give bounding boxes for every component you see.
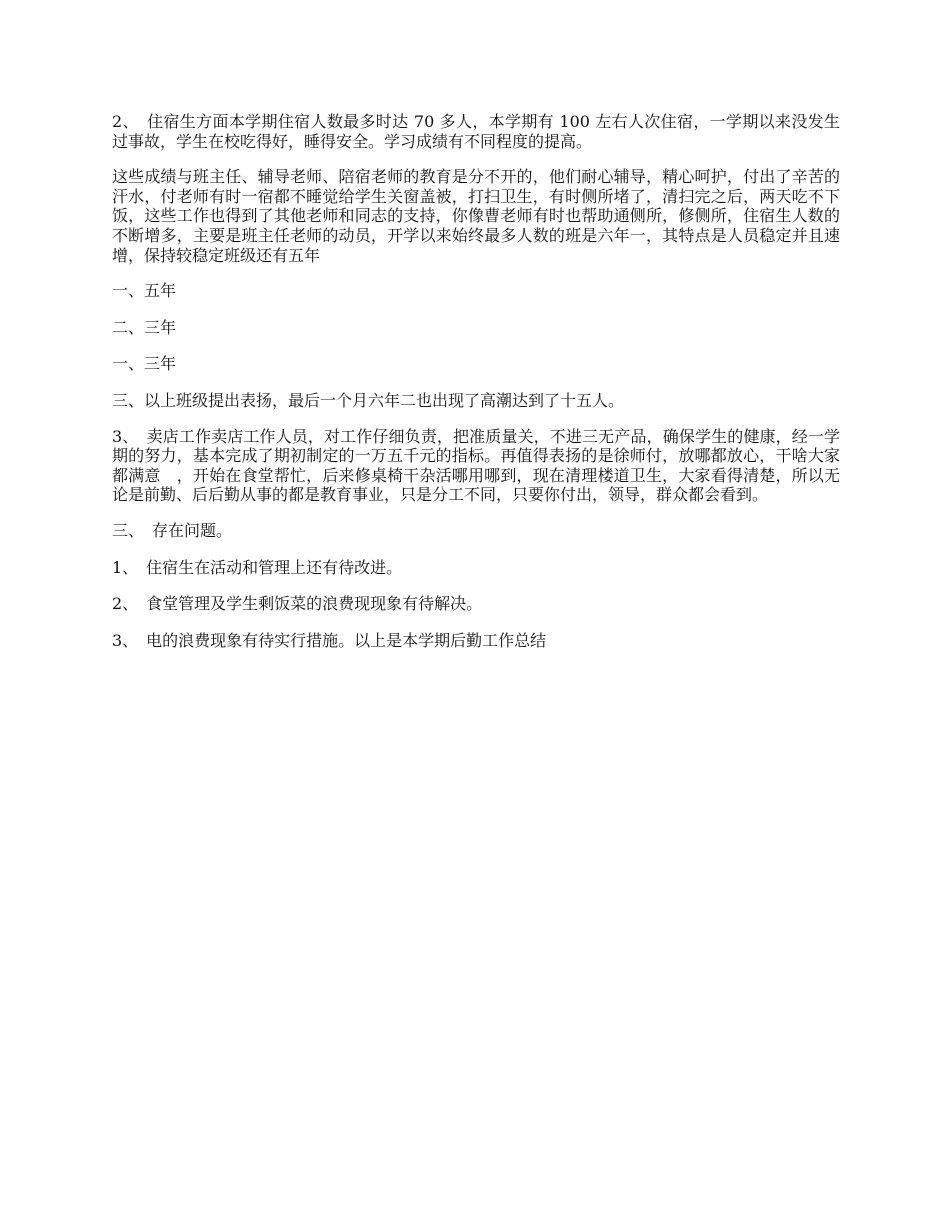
paragraph-class-five: 一、五年 bbox=[112, 281, 177, 301]
problem-item-2: 2、 食堂管理及学生剩饭菜的浪费现现象有待解决。 bbox=[112, 594, 483, 614]
paragraph-store-work: 3、 卖店工作卖店工作人员，对工作仔细负责，把准质量关，不进三无产品，确保学生的健康，经一学期的努力，基本完成了期初制定的一万五千元的指标。再值得表扬的是徐师付，放哪都放心，干啥大家都满意 ，开始在食堂帮忙，后来修桌椅干杂活哪用哪到，现在清理楼道卫生，大家看得清楚，所以无论是前勤、后后勤从事的都是教育事业，只是分工不同，只要你付出，领导，群众都会看到。 bbox=[112, 426, 840, 505]
paragraph-class-three-b: 一、三年 bbox=[112, 354, 177, 374]
problem-item-3: 3、 电的浪费现象有待实行措施。以上是本学期后勤工作总结 bbox=[112, 630, 547, 650]
problem-item-1: 1、 住宿生在活动和管理上还有待改进。 bbox=[112, 557, 403, 577]
paragraph-praise: 三、以上班级提出表扬，最后一个月六年二也出现了高潮达到了十五人。 bbox=[112, 390, 625, 410]
paragraph-boarding-students: 2、 住宿生方面本学期住宿人数最多时达 70 多人，本学期有 100 左右人次住宿，一学期以来没发生过事故，学生在校吃得好，睡得安全。学习成绩有不同程度的提高。 bbox=[112, 112, 840, 151]
paragraph-teacher-credit: 这些成绩与班主任、辅导老师、陪宿老师的教育是分不开的，他们耐心辅导，精心呵护，付出了辛苦的汗水，付老师有时一宿都不睡觉给学生关窗盖被，打扫卫生，有时侧所堵了，清扫完之后，两天吃不下饭，这些工作也得到了其他老师和同志的支持，你像曹老师有时也帮助通侧所，修侧所，住宿生人数的不断增多，主要是班主任老师的动员，开学以来始终最多人数的班是六年一，其特点是人员稳定并且速增，保持较稳定班级还有五年 bbox=[112, 167, 840, 265]
heading-existing-problems: 三、 存在问题。 bbox=[112, 520, 233, 540]
document-page bbox=[112, 112, 840, 667]
paragraph-class-three-a: 二、三年 bbox=[112, 317, 177, 337]
